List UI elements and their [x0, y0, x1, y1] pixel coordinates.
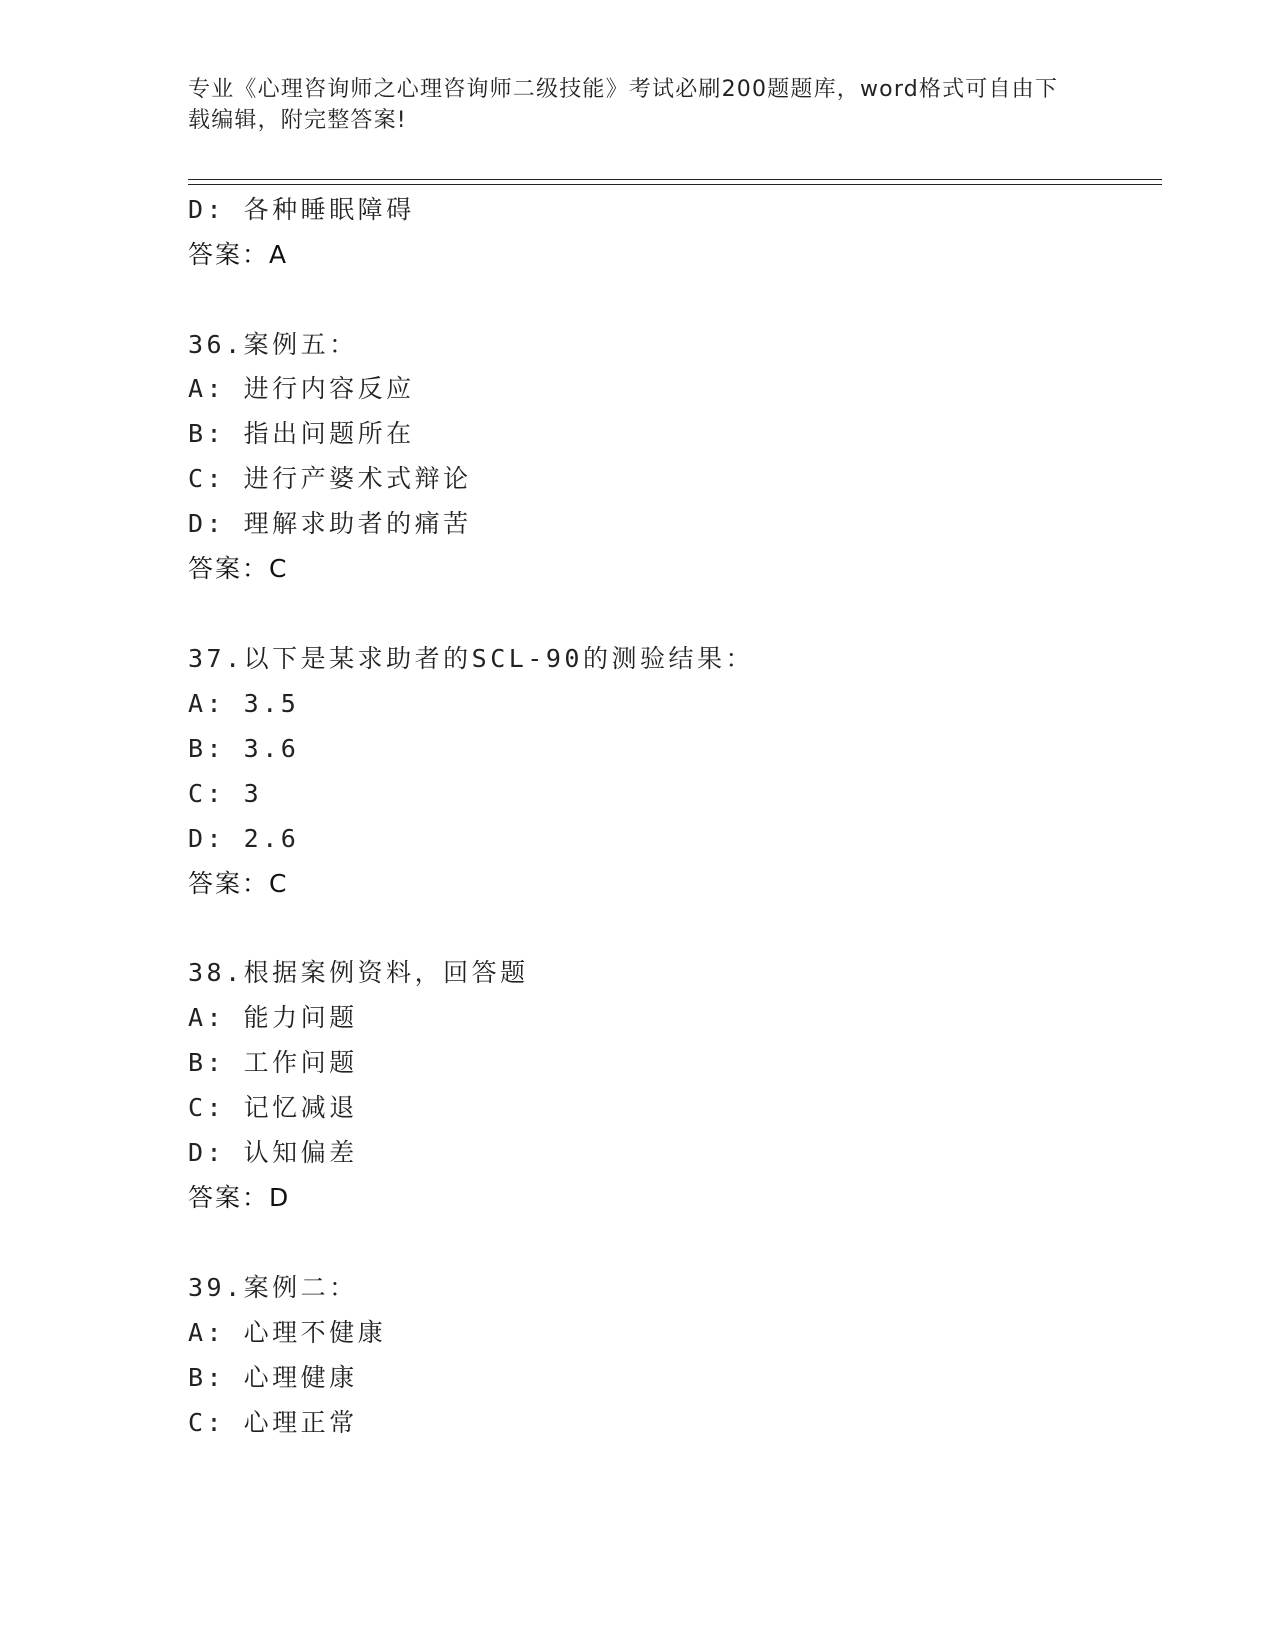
question-line: 38.根据案例资料，回答题 [188, 958, 529, 987]
option-line: D: 认知偏差 [188, 1138, 358, 1167]
question-line: 39.案例二： [188, 1273, 358, 1302]
option-line: B: 指出问题所在 [188, 419, 415, 448]
option-line: A: 3.5 [188, 689, 300, 718]
option-line: A: 能力问题 [188, 1003, 358, 1032]
option-line: A: 进行内容反应 [188, 374, 415, 403]
header-rule-bottom [188, 184, 1162, 185]
question-line: 37.以下是某求助者的SCL-90的测验结果： [188, 644, 754, 673]
option-line: D: 各种睡眠障碍 [188, 195, 415, 224]
answer-line: 答案：C [188, 869, 289, 898]
document-header: 专业《心理咨询师之心理咨询师二级技能》考试必刷200题题库，word格式可自由下载编辑，附完整答案! [188, 77, 1059, 133]
option-line: C: 心理正常 [188, 1408, 358, 1437]
answer-line: 答案：A [188, 240, 289, 269]
answer-line: 答案：D [188, 1183, 291, 1212]
option-line: B: 工作问题 [188, 1048, 358, 1077]
option-line: D: 理解求助者的痛苦 [188, 509, 472, 538]
option-line: C: 记忆减退 [188, 1093, 358, 1122]
option-line: C: 3 [188, 779, 263, 808]
header-rule-top [188, 179, 1162, 180]
option-line: B: 心理健康 [188, 1363, 358, 1392]
option-line: C: 进行产婆术式辩论 [188, 464, 472, 493]
question-line: 36.案例五： [188, 330, 358, 359]
option-line: A: 心理不健康 [188, 1318, 387, 1347]
option-line: B: 3.6 [188, 734, 300, 763]
answer-line: 答案：C [188, 554, 289, 583]
option-line: D: 2.6 [188, 824, 300, 853]
